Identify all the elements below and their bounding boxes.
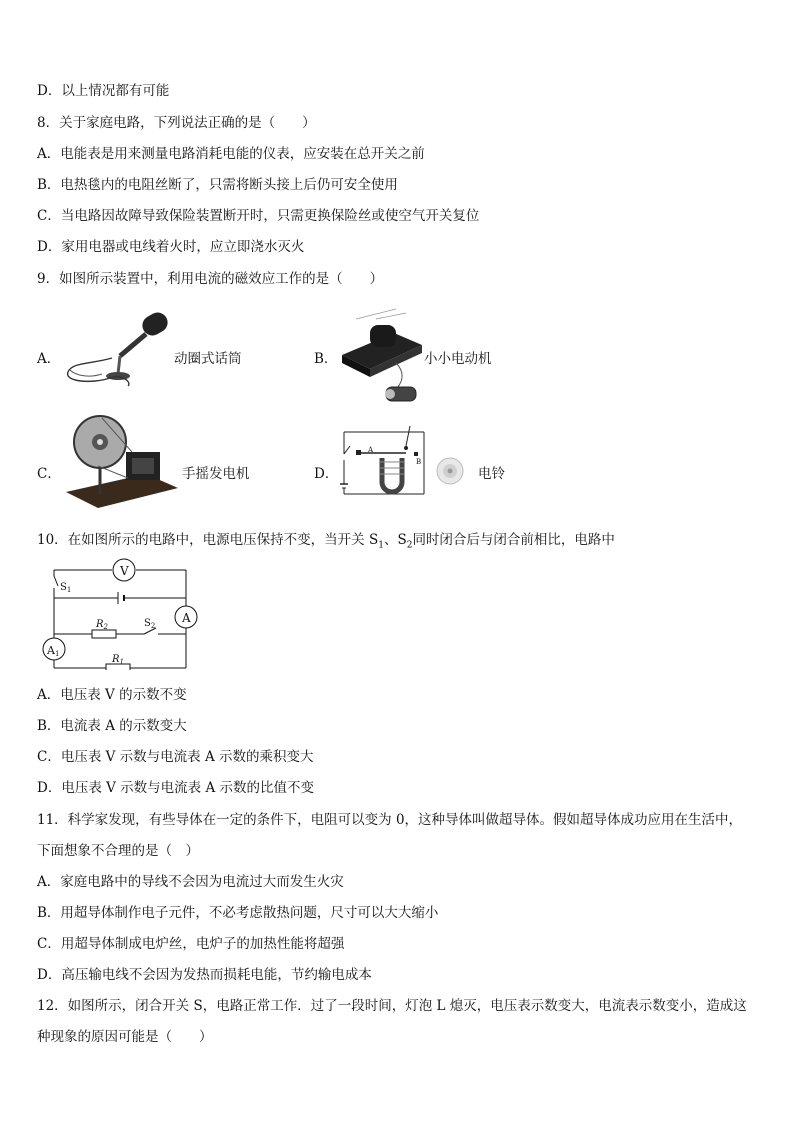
q8-option-c: C．当电路因故障导致保险装置断开时，只需更换保险丝或使空气开关复位 [37, 208, 480, 224]
q10-option-b: B．电流表 A 的示数变大 [37, 718, 187, 734]
q9-stem: 9．如图所示装置中，利用电流的磁效应工作的是（ ） [37, 271, 384, 287]
q9-option-c-letter: C． [37, 466, 61, 482]
generator-figure [62, 412, 180, 510]
q8-stem: 8．关于家庭电路，下列说法正确的是（ ） [37, 115, 316, 131]
q10-circuit-diagram [40, 556, 200, 670]
switch-s2-label: $S_2$ [144, 618, 156, 630]
svg-text:A: A [182, 611, 191, 625]
q12-stem-line1: 12．如图所示，闭合开关 S，电路正常工作．过了一段时间，灯泡 L 熄灭，电压表示数变大，电流表示数变小，造成这 [37, 998, 747, 1014]
q10-option-d: D．电压表 V 示数与电流表 A 示数的比值不变 [37, 780, 314, 796]
motor-figure [336, 303, 428, 407]
q11-option-d: D．高压输电线不会因为发热而损耗电能，节约输电成本 [37, 967, 372, 983]
q9-option-d-label: 电铃 [478, 466, 505, 482]
q9-option-a-label: 动圈式话筒 [174, 351, 242, 367]
q11-stem-line1: 11．科学家发现，有些导体在一定的条件下，电阻可以变为 0，这种导体叫做超导体。假如超导体成功应用在生活中， [37, 812, 743, 828]
svg-text:V: V [120, 564, 129, 578]
q12-stem-line2: 种现象的原因可能是（ ） [37, 1029, 213, 1045]
q8-option-d: D．家用电器或电线着火时，应立即浇水灭火 [37, 239, 305, 255]
q7-option-d: D．以上情况都有可能 [37, 83, 170, 99]
switch-s1-label: $S_1$ [60, 582, 72, 594]
q11-option-c: C．用超导体制成电炉丝，电炉子的加热性能将超强 [37, 936, 345, 952]
q8-option-b: B．电热毯内的电阻丝断了，只需将断头接上后仍可安全使用 [37, 177, 398, 193]
bell-label-a: A [368, 446, 374, 454]
q11-option-b: B．用超导体制作电子元件，不必考虑散热问题，尺寸可以大大缩小 [37, 905, 439, 921]
q9-option-b-letter: B． [314, 351, 338, 367]
q10-stem: 10．在如图所示的电路中，电源电压保持不变，当开关 $S_1$、$S_2$同时闭合后与闭合前相比，电路中 [37, 532, 615, 551]
q11-stem-line2: 下面想象不合理的是（ ） [37, 843, 199, 859]
q9-option-d-letter: D． [314, 466, 339, 482]
resistor-r1-label: $R_1$ [112, 654, 124, 666]
q9-option-a-letter: A． [37, 351, 61, 367]
q8-option-a: A．电能表是用来测量电路消耗电能的仪表，应安装在总开关之前 [37, 146, 425, 162]
q10-option-a: A．电压表 V 的示数不变 [37, 687, 187, 703]
q9-option-b-label: 小小电动机 [424, 351, 492, 367]
resistor-r2-label: $R_2$ [96, 619, 108, 631]
bell-dome-figure [436, 456, 464, 486]
svg-text:A1: A1 [47, 644, 60, 658]
q9-option-c-label: 手摇发电机 [182, 466, 250, 482]
microphone-figure [62, 312, 174, 388]
q11-option-a: A．家庭电路中的导线不会因为电流过大而发生火灾 [37, 874, 344, 890]
electric-bell-circuit [334, 424, 434, 496]
bell-label-b: B [416, 458, 422, 466]
q10-option-c: C．电压表 V 示数与电流表 A 示数的乘积变大 [37, 749, 314, 765]
